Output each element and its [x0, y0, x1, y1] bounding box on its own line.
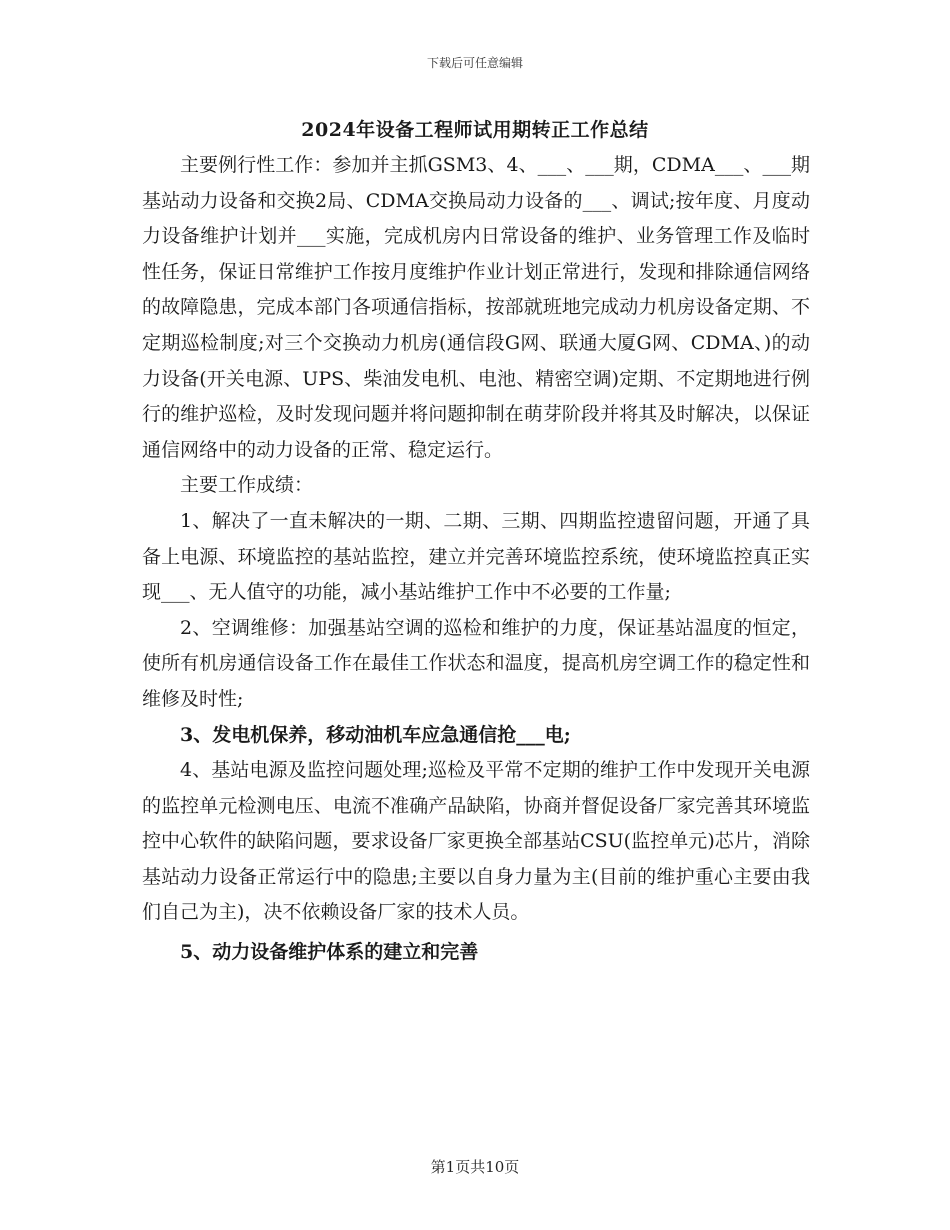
- paragraph-routine-work: 主要例行性工作：参加并主抓GSM3、4、___、___期，CDMA___、___期基站动力设备和交换2局、CDMA交换局动力设备的___、调试;按年度、月度动力设备维护计划并___实施，完成机房内日常设备的维护、业务管理工作及临时性任务，保证日常维护工作按月度维护作业计划正常进行，发现和排除通信网络的故障隐患，完成本部门各项通信指标，按部就班地完成动力机房设备定期、不定期巡检制度;对三个交换动力机房(通信段G网、联通大厦G网、CDMA、)的动力设备(开关电源、UPS、柴油发电机、电池、精密空调)定期、不定期地进行例行的维护巡检，及时发现问题并将问题抑制在萌芽阶段并将其及时解决，以保证通信网络中的动力设备的正常、稳定运行。: [142, 154, 810, 461]
- document-title: 2024年设备工程师试用期转正工作总结: [301, 119, 649, 141]
- page-footer: 第1页共10页: [430, 1158, 520, 1176]
- paragraph-item-4: 4、基站电源及监控问题处理;巡检及平常不定期的维护工作中发现开关电源的监控单元检测电压、电流不准确产品缺陷，协商并督促设备厂家完善其环境监控中心软件的缺陷问题，要求设备厂家更换全部基站CSU(监控单元)芯片，消除基站动力设备正常运行中的隐患;主要以自身力量为主(目前的维护重心主要由我们自己为主)，决不依赖设备厂家的技术人员。: [142, 759, 810, 924]
- paragraph-item-2: 2、空调维修：加强基站空调的巡检和维护的力度，保证基站温度的恒定，使所有机房通信设备工作在最佳工作状态和温度，提高机房空调工作的稳定性和维修及时性;: [142, 616, 810, 710]
- paragraph-item-3: 3、发电机保养，移动油机车应急通信抢___电;: [180, 723, 571, 746]
- paragraph-item-1: 1、解决了一直未解决的一期、二期、三期、四期监控遗留问题，开通了具备上电源、环境监控的基站监控，建立并完善环境监控系统，使环境监控真正实现___、无人值守的功能，减小基站维护工作中不必要的工作量;: [142, 509, 810, 604]
- document-body: [142, 148, 810, 971]
- header-note: 下载后可任意编辑: [426, 56, 523, 70]
- paragraph-item-5: 5、动力设备维护体系的建立和完善: [180, 941, 479, 964]
- paragraph-achievements-heading: 主要工作成绩：: [180, 474, 314, 497]
